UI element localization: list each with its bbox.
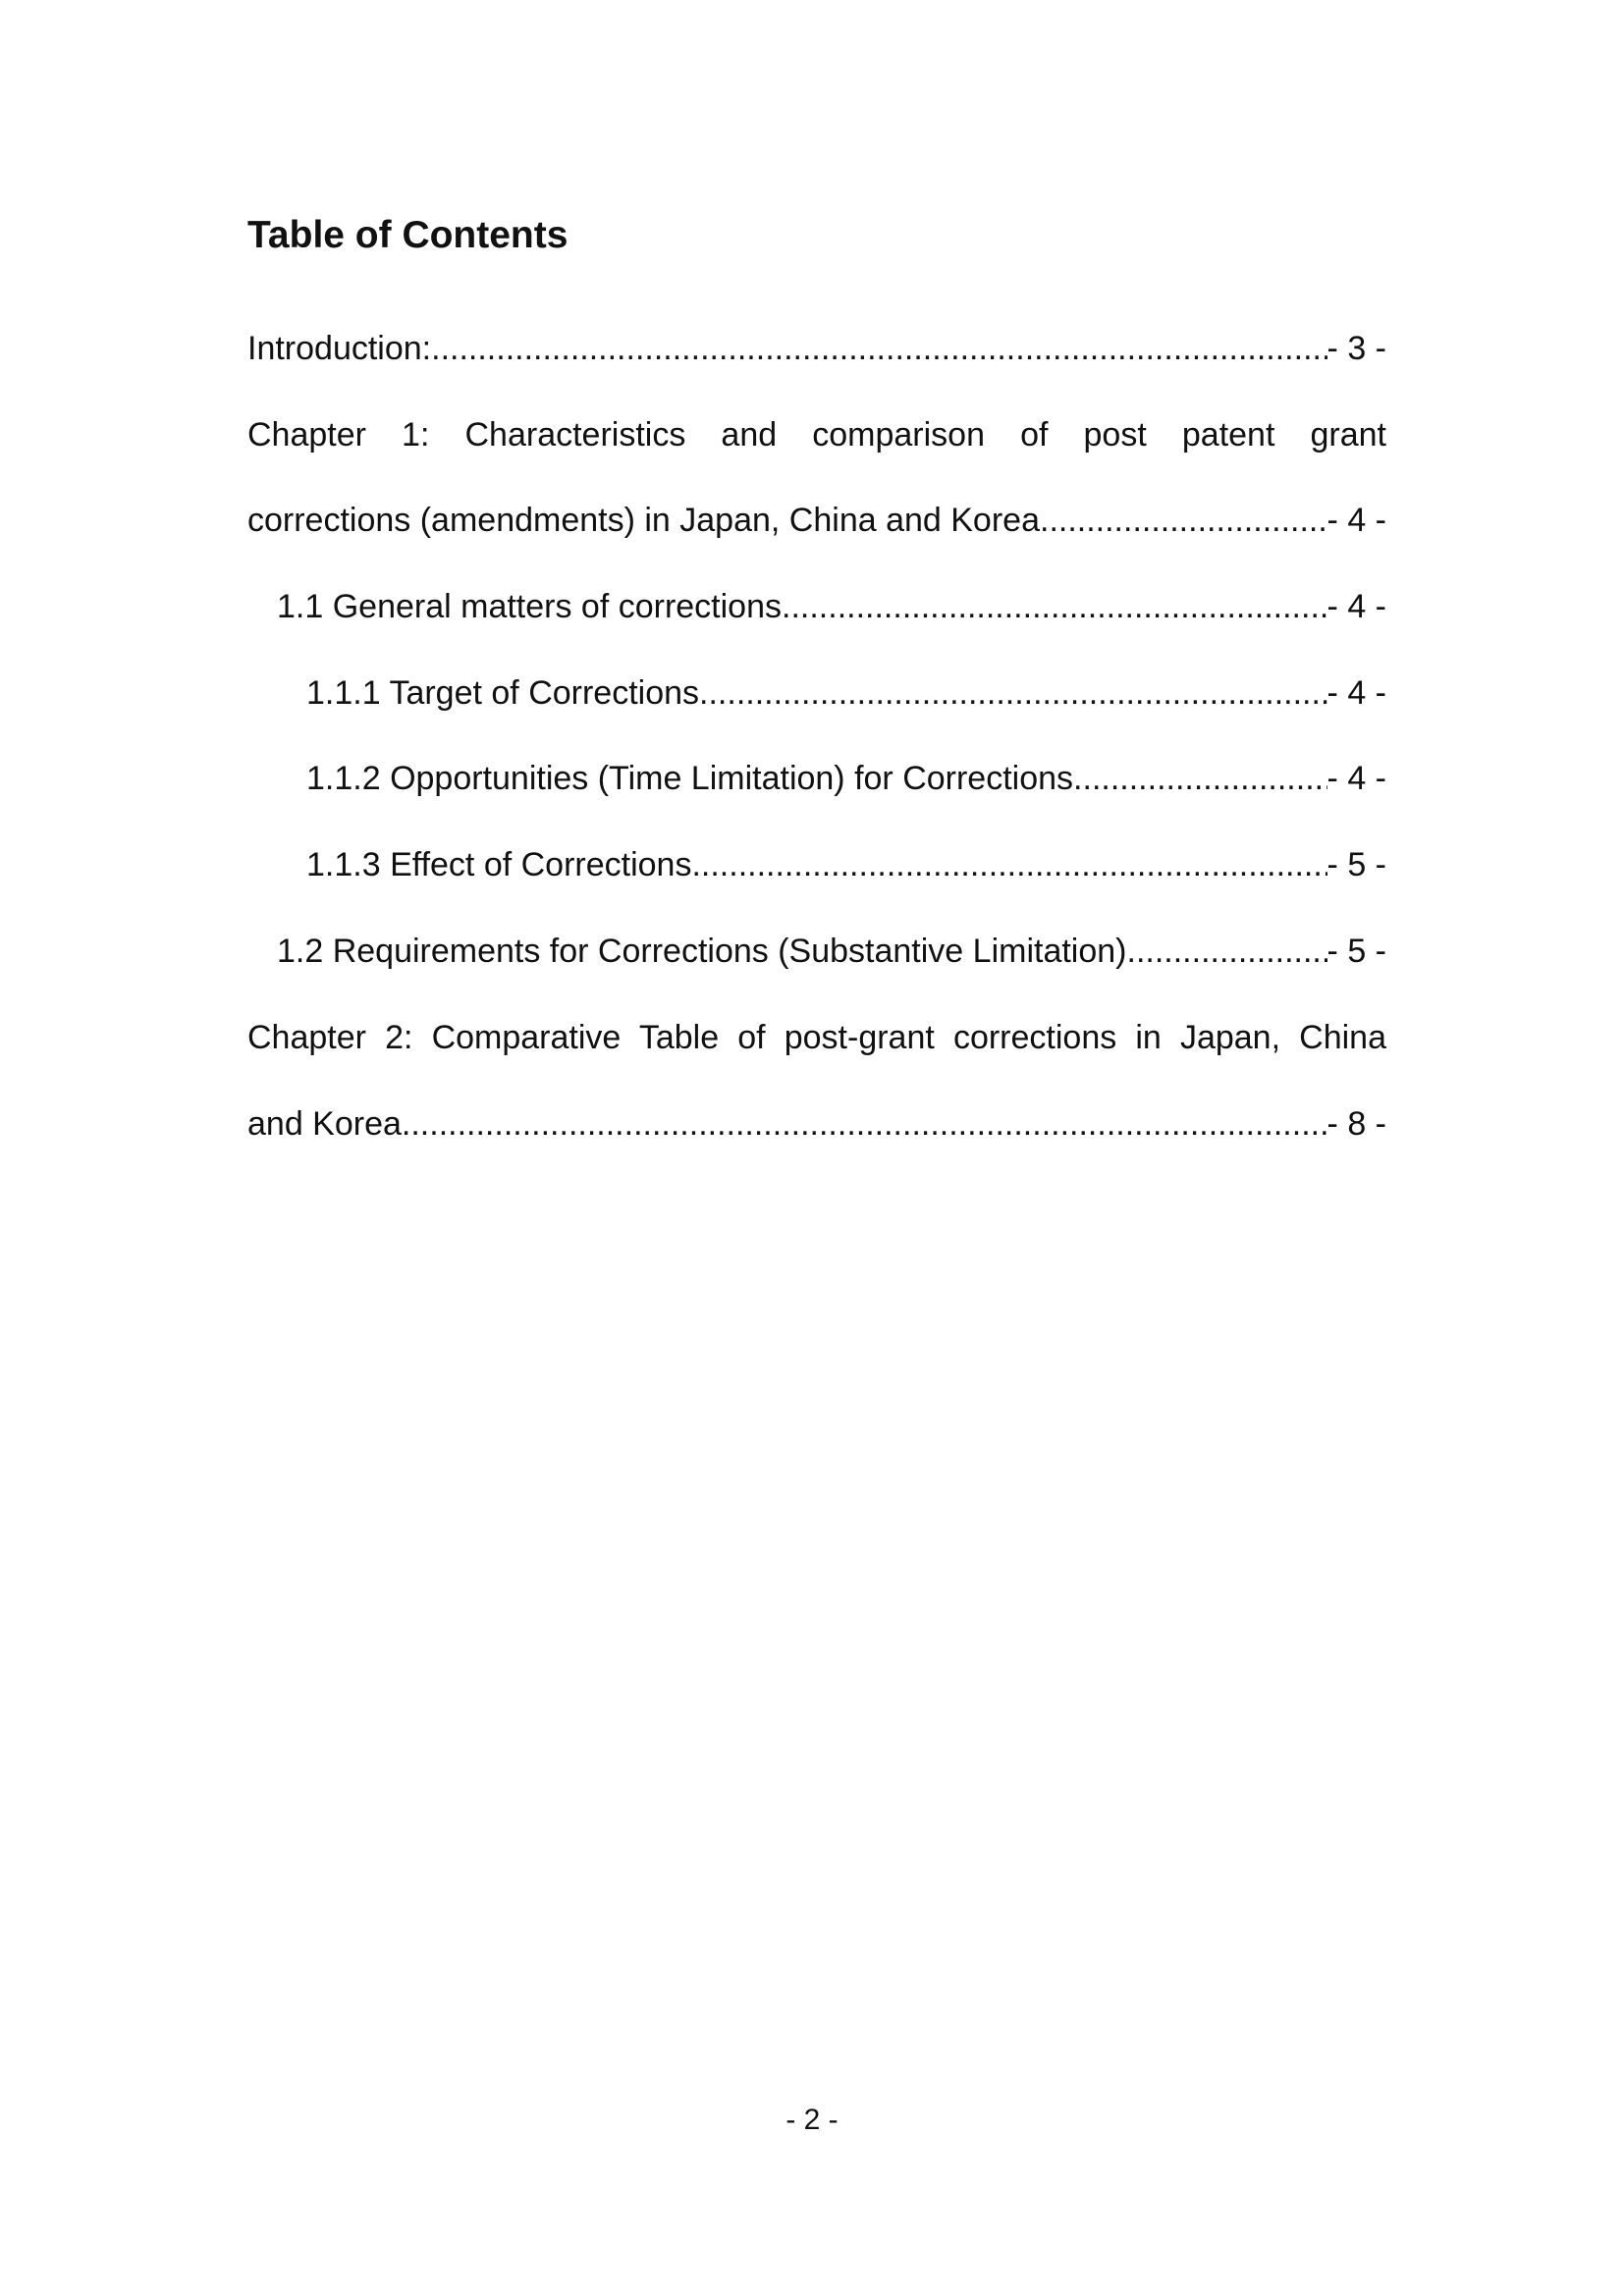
toc-entry-1-1-3[interactable] (306, 835, 1386, 894)
toc-leader-dots (782, 577, 1327, 636)
toc-entry-label: 1.1.1 Target of Corrections (306, 674, 700, 712)
toc-entry-1-1-1[interactable] (306, 664, 1386, 722)
toc-entry-chapter-1[interactable] (247, 491, 1386, 550)
toc-entry-page: - 8 - (1326, 1105, 1386, 1143)
toc-entry-page: - 5 - (1326, 846, 1386, 883)
toc-entry-page: - 3 - (1326, 330, 1386, 367)
toc-entry-page: - 4 - (1326, 502, 1386, 539)
toc-entry-label: Chapter 2: Comparative Table of post-grant corrections in Japan, China (247, 1019, 1386, 1056)
toc-entry-label: 1.1.3 Effect of Corrections (306, 846, 692, 883)
toc-leader-dots (1127, 922, 1327, 981)
page-number: - 2 - (785, 2104, 839, 2136)
toc-leader-dots (402, 1095, 1327, 1153)
toc-title: Table of Contents (247, 214, 568, 256)
toc-entry-page: - 5 - (1326, 933, 1386, 970)
toc-entry-1-1-2[interactable] (306, 749, 1386, 808)
toc-entry-label: corrections (amendments) in Japan, China and Korea. (247, 502, 1050, 539)
toc-entry-1-1[interactable] (277, 577, 1386, 636)
toc-entry-page: - 4 - (1326, 674, 1386, 712)
toc-entry-introduction[interactable] (247, 319, 1386, 378)
toc-entry-1-2[interactable] (277, 922, 1386, 981)
toc-leader-dots (1049, 491, 1326, 550)
toc-entry-label: and Korea (247, 1105, 402, 1143)
toc-entry-chapter-2-line1[interactable] (247, 1008, 1386, 1067)
toc-leader-dots (691, 835, 1326, 894)
toc-entry-label: 1.1 General matters of corrections (277, 588, 783, 625)
toc-entry-page: - 4 - (1326, 760, 1386, 797)
toc-leader-dots (699, 664, 1327, 722)
toc-entry-page: - 4 - (1326, 588, 1386, 625)
toc-leader-dots (1073, 749, 1327, 808)
toc-entry-label: Introduction: (247, 330, 432, 367)
toc-entry-label: Chapter 1: Characteristics and comparison of post patent grant (247, 416, 1386, 454)
toc-entry-label: 1.2 Requirements for Corrections (Substantive Limitation) (277, 933, 1127, 970)
toc-leader-dots (431, 319, 1326, 378)
toc-entry-chapter-1-line1[interactable] (247, 405, 1386, 464)
toc-entry-label: 1.1.2 Opportunities (Time Limitation) for Corrections (306, 760, 1074, 797)
toc-entry-chapter-2[interactable] (247, 1095, 1386, 1153)
